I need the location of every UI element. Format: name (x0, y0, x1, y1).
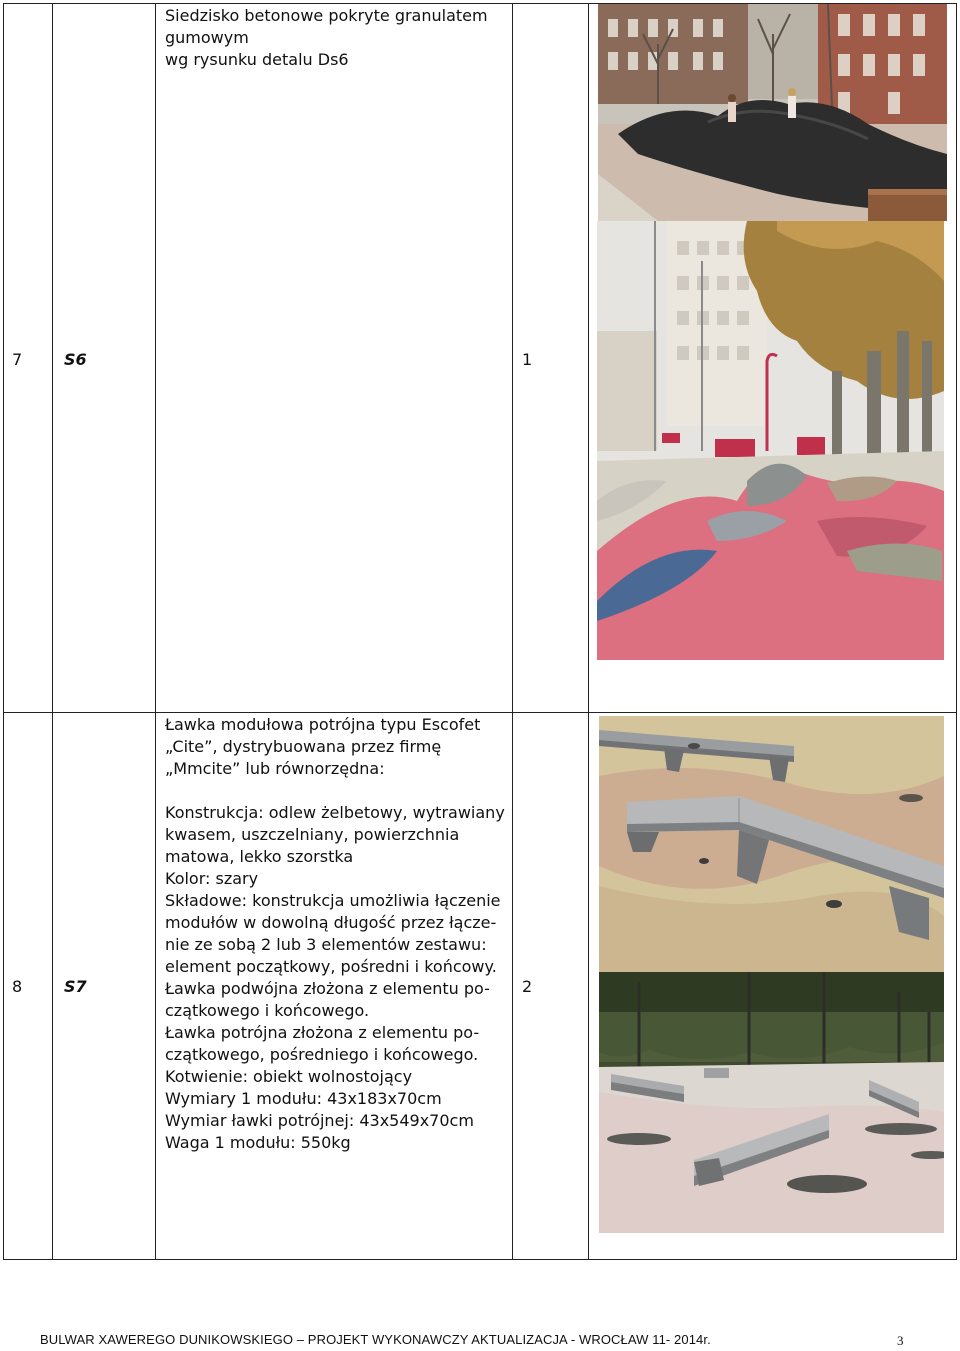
spec-line: Ławka podwójna złożona z elementu po- (165, 979, 490, 998)
table-divider-code (155, 3, 156, 1260)
photo-s7-benches (599, 716, 944, 972)
spec-line: czątkowego i końcowego. (165, 1001, 370, 1020)
spec-line: czątkowego, pośredniego i końcowego. (165, 1045, 479, 1064)
item-quantity: 1 (522, 350, 533, 369)
page-footer: BULWAR XAWEREGO DUNIKOWSKIEGO – PROJEKT WYKONAWCZY AKTUALIZACJA - WROCŁAW 11- 2014r. (40, 1332, 711, 1347)
table-divider-qty (588, 3, 589, 1260)
spec-line: Waga 1 modułu: 550kg (165, 1133, 351, 1152)
table-row-divider (3, 712, 957, 713)
table-divider-lp (52, 3, 53, 1260)
spec-line: Wymiar ławki potrójnej: 43x549x70cm (165, 1111, 474, 1130)
photo-s6-colorful (597, 221, 944, 660)
spec-line: modułów w dowolną długość przez łącze- (165, 913, 497, 932)
spec-line: kwasem, uszczelniany, powierzchnia (165, 825, 460, 844)
spec-line: Składowe: konstrukcja umożliwia łączenie (165, 891, 501, 910)
page-number: 3 (897, 1333, 904, 1348)
description-line: „Cite”, dystrybuowana przez firmę (165, 737, 442, 756)
item-quantity: 2 (522, 977, 533, 996)
item-description (165, 714, 480, 780)
table-divider-desc (512, 3, 513, 1260)
table-border-left (3, 3, 4, 1260)
spec-line: Wymiary 1 modułu: 43x183x70cm (165, 1089, 442, 1108)
spec-line: element początkowy, pośredni i końcowy. (165, 957, 497, 976)
description-line: Ławka modułowa potrójna typu Escofet (165, 715, 481, 734)
description-line: gumowym (165, 28, 249, 47)
item-specification (165, 802, 505, 1154)
row-number: 8 (12, 977, 23, 996)
spec-line: Kolor: szary (165, 869, 259, 888)
item-description (165, 5, 488, 71)
spec-line: Kotwienie: obiekt wolnostojący (165, 1067, 413, 1086)
row-number: 7 (12, 350, 23, 369)
photo-s6-dark (598, 4, 947, 221)
table-border-bottom (3, 1259, 957, 1260)
item-code: S6 (64, 350, 87, 369)
spec-line: Konstrukcja: odlew żelbetowy, wytrawiany (165, 803, 505, 822)
table-border-right (956, 3, 957, 1260)
spec-line: nie ze sobą 2 lub 3 elementów zestawu: (165, 935, 487, 954)
description-line: wg rysunku detalu Ds6 (165, 50, 349, 69)
photo-s7-park (599, 972, 944, 1233)
description-line: Siedzisko betonowe pokryte granulatem (165, 6, 488, 25)
spec-line: matowa, lekko szorstka (165, 847, 354, 866)
description-line: „Mmcite” lub równorzędna: (165, 759, 385, 778)
spec-line: Ławka potrójna złożona z elementu po- (165, 1023, 480, 1042)
item-code: S7 (64, 977, 87, 996)
